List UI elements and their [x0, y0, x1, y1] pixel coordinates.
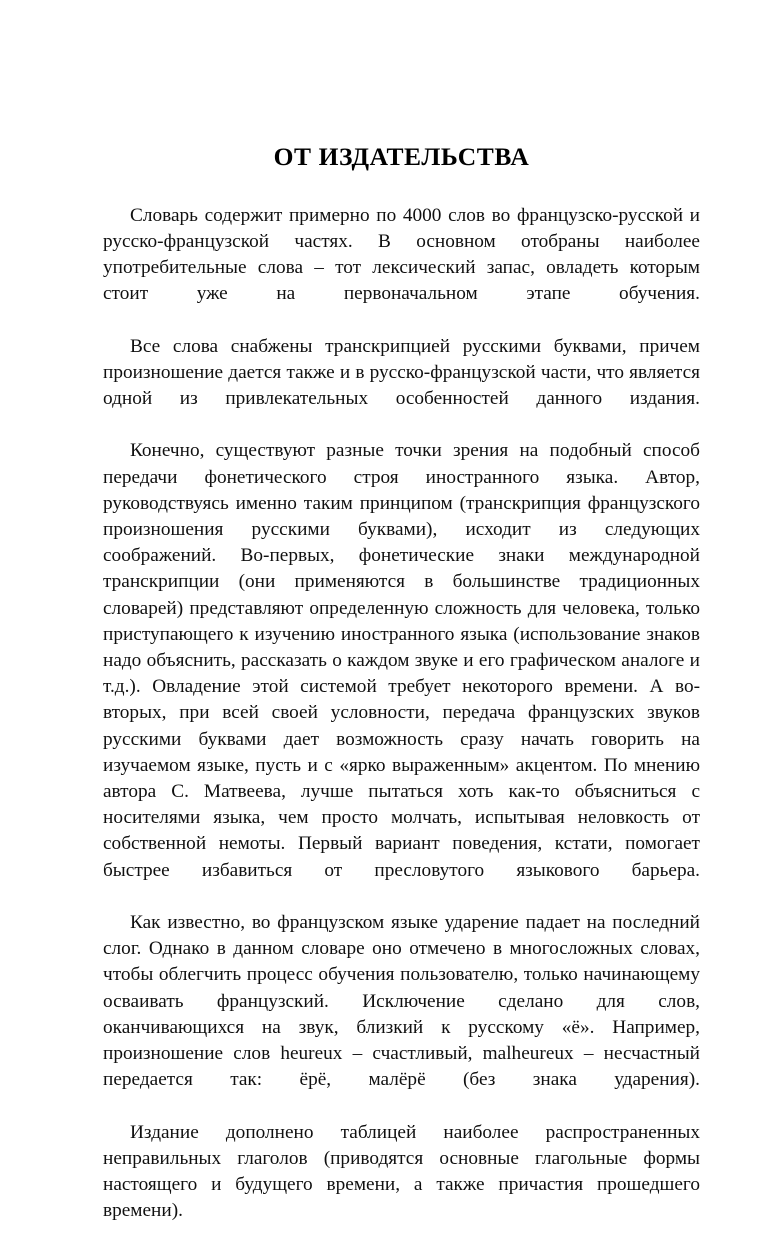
- paragraph: [103, 203, 700, 334]
- paragraph-text: Конечно, существуют разные точки зрения на подобный способ передачи фонетического строя иностранного языка. Автор, руководствуясь именно таким принципом (транскрипция французского произношения русскими буквами), исходит из следующих соображений. Во-первых, фонетические знаки международной транскрипции (они применяются в большинстве традиционных словарей) представляют определенную сложность для человека, только приступающего к изучению иностранного языка (использование знаков надо объяснить, рассказать о каждом звуке и его графическом аналоге и т.д.). Овладение этой системой требует некоторого времени. А во-вторых, при всей своей условности, передача французских звуков русскими буквами дает возможность сразу начать говорить на изучаемом языке, пусть и с «ярко выраженным» акцентом. По мнению автора С. Матвеева, лучше пытаться хоть как-то объясниться с носителями языка, чем просто молчать, испытывая неловкость от собственной немоты. Первый вариант поведения, кстати, помогает быстрее избавиться от пресловутого языкового барьера.: [103, 440, 700, 881]
- paragraph: [103, 438, 700, 910]
- page-content: [103, 142, 700, 1251]
- page-title: ОТ ИЗДАТЕЛЬСТВА: [273, 142, 530, 171]
- paragraph-text: Все слова снабжены транскрипцией русскими буквами, причем произношение дается также и в русско-французской части, что является одной из привлекательных особенностей данного издания.: [103, 335, 700, 410]
- paragraph: [103, 1120, 700, 1251]
- paragraph-text: Как известно, во французском языке ударение падает на последний слог. Однако в данном словаре оно отмечено в многосложных словах, чтобы облегчить процесс обучения пользователю, только начинающему осваивать французский. Исключение сделано для слов, оканчивающихся на звук, близкий к русскому «ё». Например, произношение слов heureux – счастливый, malheureux – несчастный передается так: ёрё, малёрё (без знака ударения).: [103, 912, 700, 1091]
- paragraph: [103, 910, 700, 1120]
- paragraph-text: Словарь содержит примерно по 4000 слов во французско-русской и русско-французской частях. В основном отобраны наиболее употребительные слова – тот лексический запас, овладеть которым стоит уже на первоначальном этапе обучения.: [103, 204, 700, 305]
- paragraph: [103, 334, 700, 439]
- paragraph-text: Издание дополнено таблицей наиболее распространенных неправильных глаголов (приводятся основные глагольные формы настоящего и будущего времени, а также причастия прошедшего времени).: [103, 1121, 700, 1222]
